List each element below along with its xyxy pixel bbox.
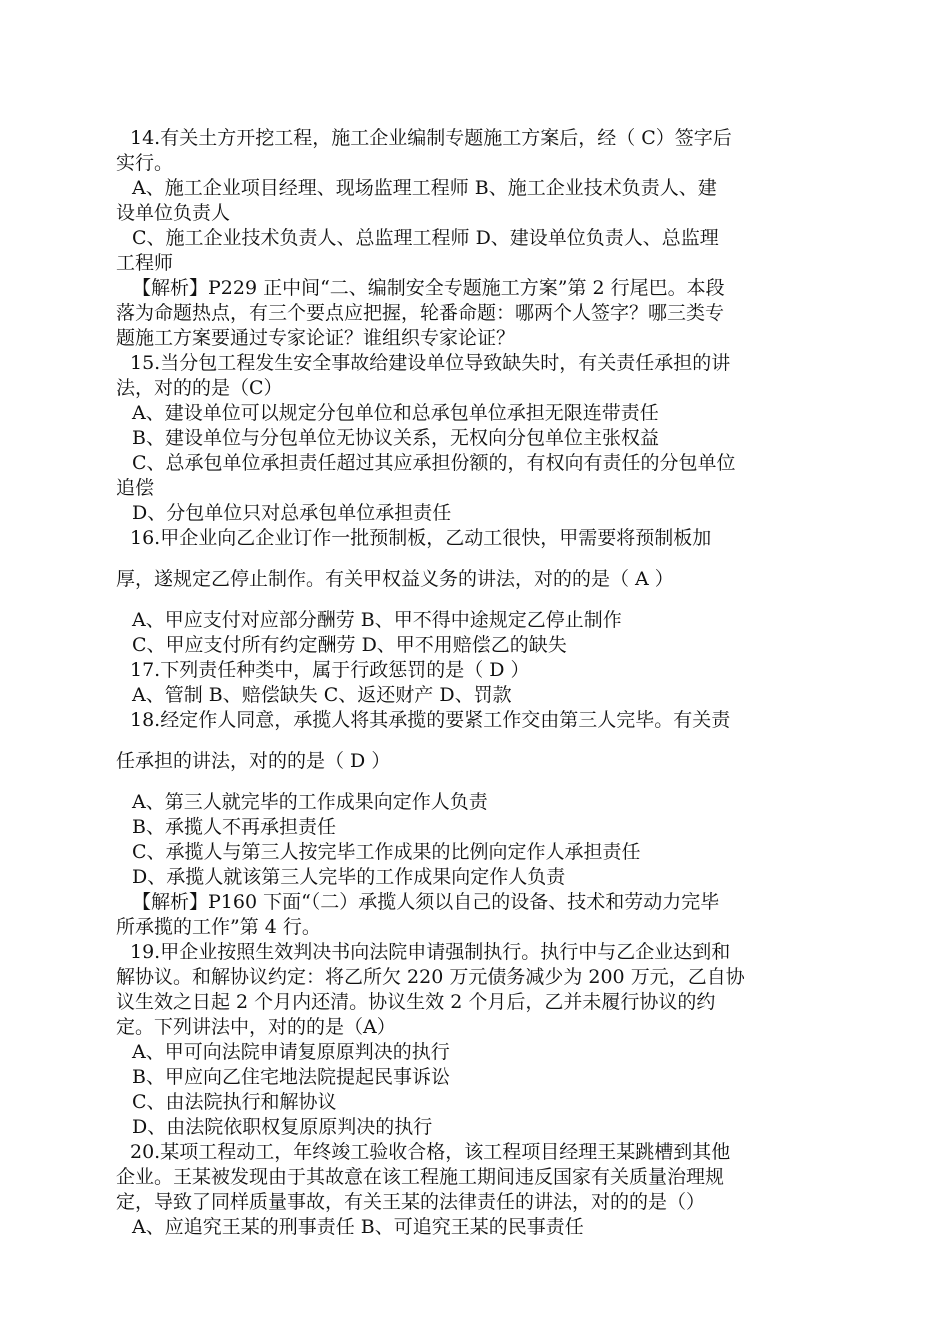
q18-option-b: B、承揽人不再承担责任 xyxy=(132,816,336,838)
q20-options-ab: A、应追究王某的刑事责任 B、可追究王某的民事责任 xyxy=(132,1216,584,1238)
q18-stem-line-1: 18.经定作人同意，承揽人将其承揽的要紧工作交由第三人完毕。有关责 xyxy=(130,709,731,731)
q18-analysis-line-1: 【解析】P160 下面“（二）承揽人须以自己的设备、技术和劳动力完毕 xyxy=(132,891,720,913)
q19-stem-line-2: 解协议。和解协议约定：将乙所欠 220 万元债务减少为 200 万元，乙自协 xyxy=(116,966,745,988)
q16-stem-line-1: 16.甲企业向乙企业订作一批预制板，乙动工很快，甲需要将预制板加 xyxy=(130,527,712,549)
q16-stem-line-2: 厚，遂规定乙停止制作。有关甲权益义务的讲法，对的的是（ A ） xyxy=(116,568,674,590)
q19-option-a: A、甲可向法院申请复原原判决的执行 xyxy=(132,1041,450,1063)
q18-analysis-line-2: 所承揽的工作”第 4 行。 xyxy=(116,916,321,938)
q20-stem-line-1: 20.某项工程动工，年终竣工验收合格，该工程项目经理王某跳槽到其他 xyxy=(130,1141,731,1163)
q15-option-b: B、建设单位与分包单位无协议关系，无权向分包单位主张权益 xyxy=(132,427,659,449)
q20-stem-line-3: 定，导致了同样质量事故，有关王某的法律责任的讲法，对的的是（） xyxy=(116,1191,706,1213)
q16-options-cd: C、甲应支付所有约定酬劳 D、甲不用赔偿乙的缺失 xyxy=(132,634,567,656)
q19-stem-line-1: 19.甲企业按照生效判决书向法院申请强制执行。执行中与乙企业达到和 xyxy=(130,941,731,963)
q19-stem-line-4: 定。下列讲法中，对的的是（A） xyxy=(116,1016,396,1038)
q14-options-cd-line-1: C、施工企业技术负责人、总监理工程师 D、建设单位负责人、总监理 xyxy=(132,227,719,249)
q19-option-c: C、由法院执行和解协议 xyxy=(132,1091,337,1113)
q19-option-d: D、由法院依职权复原原判决的执行 xyxy=(132,1116,433,1138)
q18-option-a: A、第三人就完毕的工作成果向定作人负责 xyxy=(132,791,488,813)
q14-options-ab-line-1: A、施工企业项目经理、现场监理工程师 B、施工企业技术负责人、建 xyxy=(132,177,717,199)
q14-analysis-line-2: 落为命题热点，有三个要点应把握，轮番命题：哪两个人签字？哪三类专 xyxy=(116,302,725,324)
q14-stem-line-2: 实行。 xyxy=(116,152,174,174)
q14-options-cd-line-2: 工程师 xyxy=(116,252,174,274)
q17-stem: 17.下列责任种类中，属于行政惩罚的是（ D ） xyxy=(130,659,530,681)
q15-option-c-line-2: 追偿 xyxy=(116,477,155,499)
q15-stem-line-2: 法，对的的是（C） xyxy=(116,377,283,399)
q18-option-c: C、承揽人与第三人按完毕工作成果的比例向定作人承担责任 xyxy=(132,841,641,863)
q18-stem-line-2: 任承担的讲法，对的的是（ D ） xyxy=(116,750,391,772)
q16-options-ab: A、甲应支付对应部分酬劳 B、甲不得中途规定乙停止制作 xyxy=(132,609,622,631)
q15-stem-line-1: 15.当分包工程发生安全事故给建设单位导致缺失时，有关责任承担的讲 xyxy=(130,352,731,374)
q17-options: A、管制 B、赔偿缺失 C、返还财产 D、罚款 xyxy=(132,684,512,706)
q15-option-c-line-1: C、总承包单位承担责任超过其应承担份额的，有权向有责任的分包单位 xyxy=(132,452,736,474)
q15-option-a: A、建设单位可以规定分包单位和总承包单位承担无限连带责任 xyxy=(132,402,659,424)
q14-stem-line-1: 14.有关土方开挖工程，施工企业编制专题施工方案后，经（ C）签字后 xyxy=(130,127,732,149)
q20-stem-line-2: 企业。王某被发现由于其故意在该工程施工期间违反国家有关质量治理规 xyxy=(116,1166,725,1188)
document-page xyxy=(116,126,836,1240)
q14-analysis-line-3: 题施工方案要通过专家论证？谁组织专家论证？ xyxy=(116,327,516,349)
q14-analysis-line-1: 【解析】P229 正中间“二、编制安全专题施工方案”第 2 行尾巴。本段 xyxy=(132,277,725,299)
q19-stem-line-3: 议生效之日起 2 个月内还清。协议生效 2 个月后，乙并未履行协议的约 xyxy=(116,991,716,1013)
q19-option-b: B、甲应向乙住宅地法院提起民事诉讼 xyxy=(132,1066,450,1088)
q18-option-d: D、承揽人就该第三人完毕的工作成果向定作人负责 xyxy=(132,866,566,888)
q15-option-d: D、分包单位只对总承包单位承担责任 xyxy=(132,502,452,524)
q14-options-ab-line-2: 设单位负责人 xyxy=(116,202,231,224)
